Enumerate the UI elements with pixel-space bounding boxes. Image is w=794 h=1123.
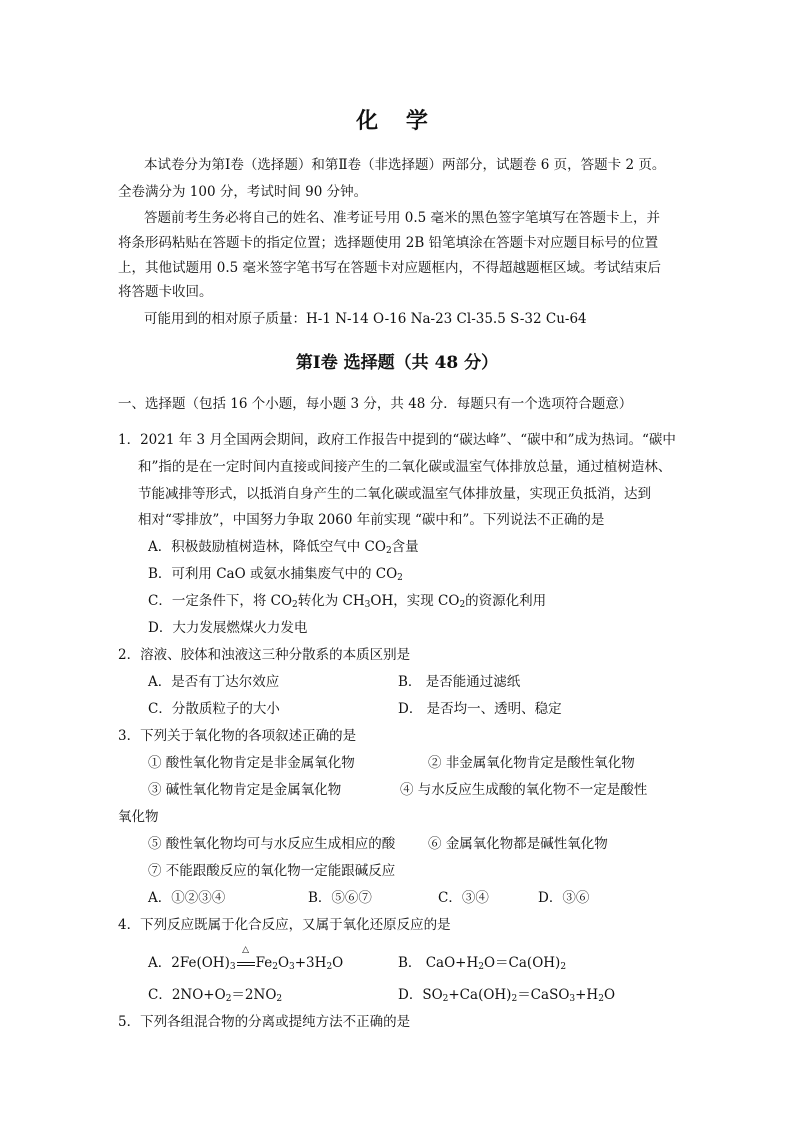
- q2-option-c: C．分散质粒子的大小: [148, 701, 280, 717]
- atomic-masses: 可能用到的相对原子质量：H-1 N-14 O-16 Na-23 Cl-35.5 S-32 Cu-64: [144, 311, 587, 327]
- q4-option-a: A．$2Fe(OH)_3$ △ $Fe_2O_3+3H_2O$: [148, 945, 344, 972]
- intro-line-5: 上，其他试题用 0.5 毫米签字笔书写在答题卡对应题框内，不得超越题框区域。考试结束后: [118, 260, 662, 276]
- intro-line-1: 本试卷分为第Ⅰ卷（选择题）和第Ⅱ卷（非选择题）两部分，试题卷 6 页，答题卡 2 页。: [144, 157, 666, 173]
- q1-option-b: B．可利用 CaO 或氨水捕集废气中的 $CO_2$: [148, 566, 403, 583]
- q3-option-d: D．③⑥: [538, 890, 590, 906]
- q3-stem: 3．下列关于氧化物的各项叙述正确的是: [118, 728, 357, 744]
- q1-stem-line-4: 相对“零排放”，中国努力争取 2060 年前实现 “碳中和”。下列说法不正确的是: [138, 512, 605, 528]
- q4-option-d: D．$SO_2+Ca(OH)_2=CaSO_3+H_2O$: [398, 987, 616, 1004]
- page-title: 化 学: [356, 108, 438, 134]
- q2-stem: 2．溶液、胶体和浊液这三种分散系的本质区别是: [118, 647, 411, 663]
- intro-line-4: 将条形码粘贴在答题卡的指定位置；选择题使用 2B 铅笔填涂在答题卡对应题目标号的位置: [118, 235, 659, 251]
- intro-line-3: 答题前考生务必将自己的姓名、准考证号用 0.5 毫米的黑色签字笔填写在答题卡上，并: [144, 210, 661, 226]
- q1-option-d: D．大力发展燃煤火力发电: [148, 620, 308, 636]
- q3-statement-2: ② 非金属氧化物肯定是酸性氧化物: [428, 755, 635, 771]
- q1-option-a-text: A．积极鼓励植树造林，降低空气中 CO: [148, 539, 386, 555]
- intro-line-6: 将答题卡收回。: [118, 284, 213, 300]
- section-title: 第Ⅰ卷 选择题（共 48 分）: [295, 353, 499, 373]
- q1-option-a: A．积极鼓励植树造林，降低空气中 $CO_2$含量: [148, 539, 419, 556]
- q3-statement-5: ⑤ 酸性氧化物均可与水反应生成相应的酸: [148, 836, 396, 852]
- q5-stem: 5．下列各组混合物的分离或提纯方法不正确的是: [118, 1014, 411, 1030]
- part-instruction: 一、选择题（包括 16 个小题，每小题 3 分，共 48 分．每题只有一个选项符合题意）: [118, 396, 633, 412]
- q1-stem-line-3: 节能减排等形式，以抵消自身产生的二氧化碳或温室气体排放量，实现正负抵消，达到: [138, 486, 651, 502]
- intro-line-2: 全卷满分为 100 分，考试时间 90 分钟。: [118, 184, 368, 200]
- q3-option-c: C．③④: [438, 890, 489, 906]
- q3-statement-3: ③ 碱性氧化物肯定是金属氧化物: [148, 782, 342, 798]
- q1-option-c: C．一定条件下，将 $CO_2$转化为 $CH_3OH$，实现 $CO_2$的资源化利用: [148, 593, 547, 610]
- q1-stem-line-2: 和”指的是在一定时间内直接或间接产生的二氧化碳或温室气体排放总量，通过植树造林、: [138, 459, 672, 475]
- q3-statement-4-cont: 氧化物: [118, 809, 159, 825]
- q2-option-a: A．是否有丁达尔效应: [148, 674, 280, 690]
- q3-statement-6: ⑥ 金属氧化物都是碱性氧化物: [428, 836, 608, 852]
- q2-option-b: B． 是否能通过滤纸: [398, 674, 521, 690]
- delta-symbol: △: [242, 945, 250, 955]
- heat-condition: [236, 945, 256, 971]
- q3-statement-1: ① 酸性氧化物肯定是非金属氧化物: [148, 755, 355, 771]
- q1-option-b-text: B．可利用 CaO 或氨水捕集废气中的 CO: [148, 566, 398, 582]
- equals-bar: [237, 962, 255, 966]
- q3-statement-4: ④ 与水反应生成酸的氧化物不一定是酸性: [400, 782, 648, 798]
- q4-option-c: C．$2NO+O_2=2NO_2$: [148, 987, 283, 1004]
- q2-option-d: D． 是否均一、透明、稳定: [398, 701, 562, 717]
- q3-option-b: B．⑤⑥⑦: [308, 890, 372, 906]
- q1-stem-line-1: 1．2021 年 3 月全国两会期间，政府工作报告中提到的“碳达峰”、“碳中和”成为热词。“碳中: [118, 432, 676, 448]
- q3-option-a: A．①②③④: [148, 890, 226, 906]
- q4-stem: 4．下列反应既属于化合反应，又属于氧化还原反应的是: [118, 917, 451, 933]
- q4-option-b: B． $CaO+H_2O=Ca(OH)_2$: [398, 955, 567, 972]
- q3-statement-7: ⑦ 不能跟酸反应的氧化物一定能跟碱反应: [148, 863, 396, 879]
